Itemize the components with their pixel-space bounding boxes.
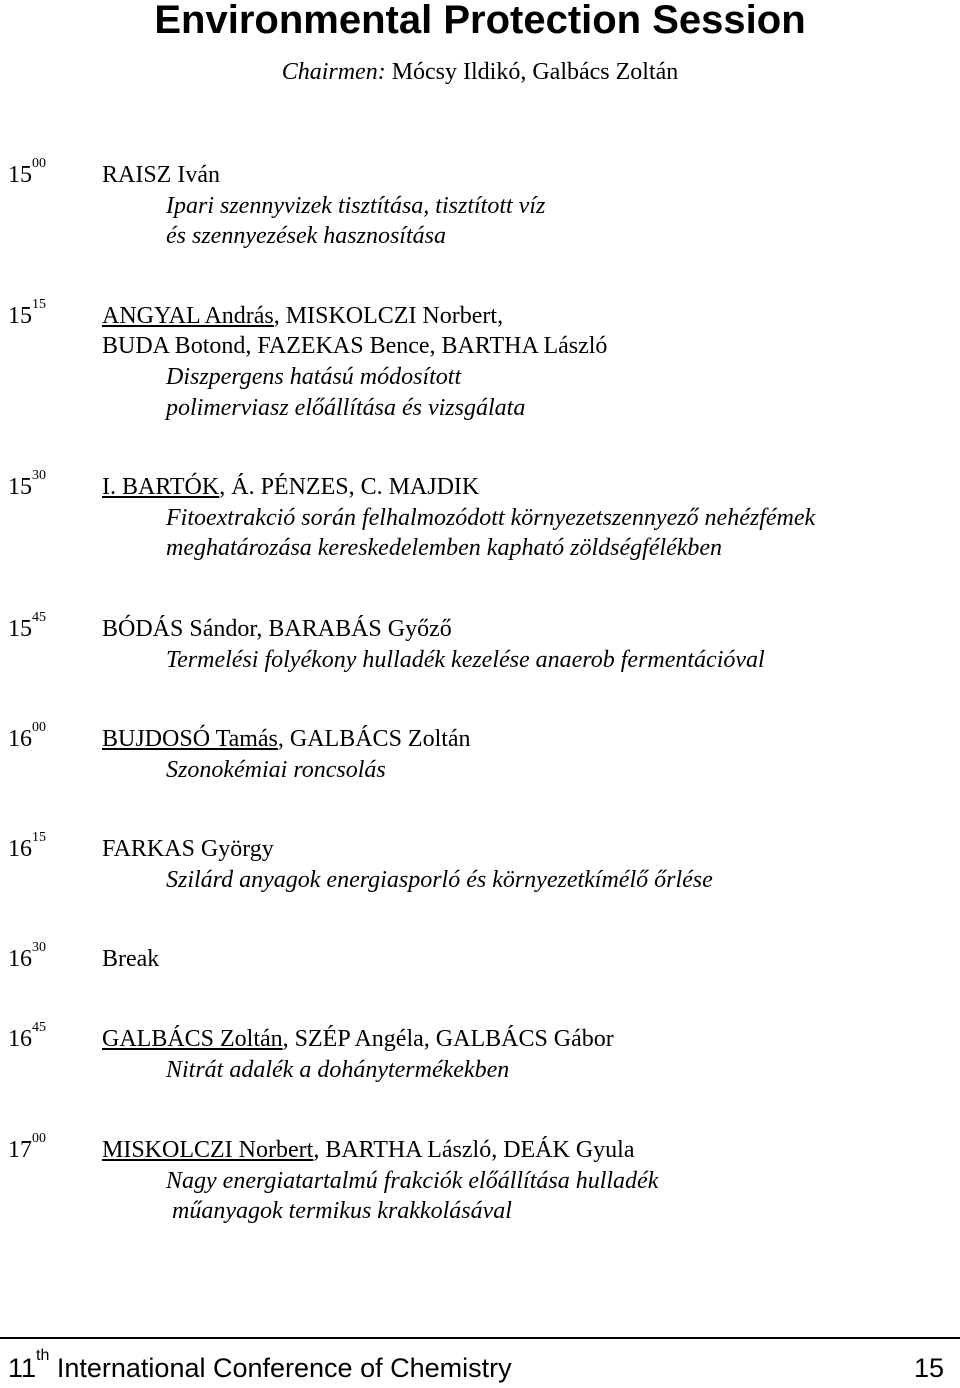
page-title: Environmental Protection Session: [154, 0, 806, 42]
talk-title-line: meghatározása kereskedelemben kapható zöldségfélékben: [166, 535, 723, 561]
slot-hour: 17: [8, 1137, 32, 1163]
slot-minute: 30: [32, 940, 46, 955]
slot-time: [8, 1131, 46, 1165]
slot-authors: [102, 614, 452, 644]
footer-conference: [8, 1347, 512, 1384]
chairmen-line: [0, 58, 960, 86]
author-text: , MISKOLCZI Norbert,: [273, 303, 504, 329]
footer-ordinal-number: 11: [8, 1353, 37, 1383]
slot-minute: 45: [32, 610, 46, 625]
slot-minute: 45: [32, 1020, 46, 1035]
slot-time: [8, 156, 46, 190]
presenting-author: MISKOLCZI Norbert: [102, 1137, 314, 1163]
talk-title-line: Fitoextrakció során felhalmozódott környezetszennyező nehézfémek: [166, 504, 816, 531]
slot-authors: [102, 1135, 635, 1165]
slot-time: [8, 610, 46, 644]
slot-minute: 15: [32, 830, 46, 845]
author-text: Break: [102, 946, 160, 972]
slot-authors: [102, 472, 479, 502]
author-text: , SZÉP Angéla, GALBÁCS Gábor: [282, 1026, 614, 1052]
slot-hour: 16: [8, 1026, 32, 1052]
author-text: , Á. PÉNZES, C. MAJDIK: [219, 474, 480, 500]
footer-conference-name: International Conference of Chemistry: [49, 1353, 512, 1383]
chairmen-names: Mócsy Ildikó, Galbács Zoltán: [391, 59, 679, 85]
slot-authors: [102, 724, 471, 754]
talk-title-line: Szonokémiai roncsolás: [166, 756, 386, 783]
slot-authors: [102, 834, 274, 864]
slot-hour: 16: [8, 836, 32, 862]
slot-authors: [102, 1024, 614, 1054]
footer-ordinal-suffix: th: [36, 1347, 50, 1364]
presenting-author: BUJDOSÓ Tamás: [102, 726, 278, 752]
talk-title-line: Nagy energiatartalmú frakciók előállítása hulladék: [166, 1167, 659, 1194]
slot-authors: [102, 944, 159, 974]
author-text: BÓDÁS Sándor, BARABÁS Győző: [102, 616, 452, 642]
presenting-author: GALBÁCS Zoltán: [102, 1026, 283, 1052]
presenting-author: I. BARTÓK: [102, 474, 220, 500]
slot-time: [8, 720, 46, 754]
author-text: RAISZ Iván: [102, 162, 220, 188]
slot-authors: [102, 301, 503, 331]
slot-authors-line-2: BUDA Botond, FAZEKAS Bence, BARTHA László: [102, 333, 608, 359]
slot-minute: 30: [32, 468, 46, 483]
slot-time: [8, 297, 46, 331]
slot-minute: 15: [32, 297, 46, 312]
slot-hour: 15: [8, 303, 32, 329]
slot-minute: 00: [32, 1131, 46, 1146]
talk-title-line: Szilárd anyagok energiasporló és környezetkímélő őrlése: [166, 866, 713, 893]
slot-time: [8, 1020, 46, 1054]
footer-divider: [0, 1337, 960, 1339]
slot-time: [8, 830, 46, 864]
author-text: , BARTHA László, DEÁK Gyula: [313, 1137, 635, 1163]
talk-title-line: Diszpergens hatású módosított: [166, 364, 462, 390]
slot-hour: 15: [8, 162, 32, 188]
slot-hour: 15: [8, 616, 32, 642]
talk-title-line: Ipari szennyvizek tisztítása, tisztított víz: [166, 192, 546, 219]
talk-title-line: Termelési folyékony hulladék kezelése anaerob fermentációval: [166, 646, 765, 673]
talk-title-line: és szennyezések hasznosítása: [166, 223, 446, 249]
talk-title-line: polimerviasz előállítása és vizsgálata: [166, 394, 526, 421]
slot-hour: 15: [8, 474, 32, 500]
slot-time: [8, 468, 46, 502]
slot-minute: 00: [32, 720, 46, 735]
author-text: , GALBÁCS Zoltán: [277, 726, 471, 752]
author-text: FARKAS György: [102, 836, 274, 862]
slot-hour: 16: [8, 946, 32, 972]
slot-minute: 00: [32, 156, 46, 171]
slot-authors: [102, 160, 220, 190]
talk-title-line: műanyagok termikus krakkolásával: [166, 1198, 512, 1224]
presenting-author: ANGYAL András: [102, 303, 274, 329]
chairmen-label: Chairmen:: [281, 59, 386, 85]
slot-hour: 16: [8, 726, 32, 752]
slot-time: [8, 940, 46, 974]
page-number: 15: [913, 1353, 944, 1383]
talk-title-line: Nitrát adalék a dohánytermékekben: [166, 1056, 510, 1083]
